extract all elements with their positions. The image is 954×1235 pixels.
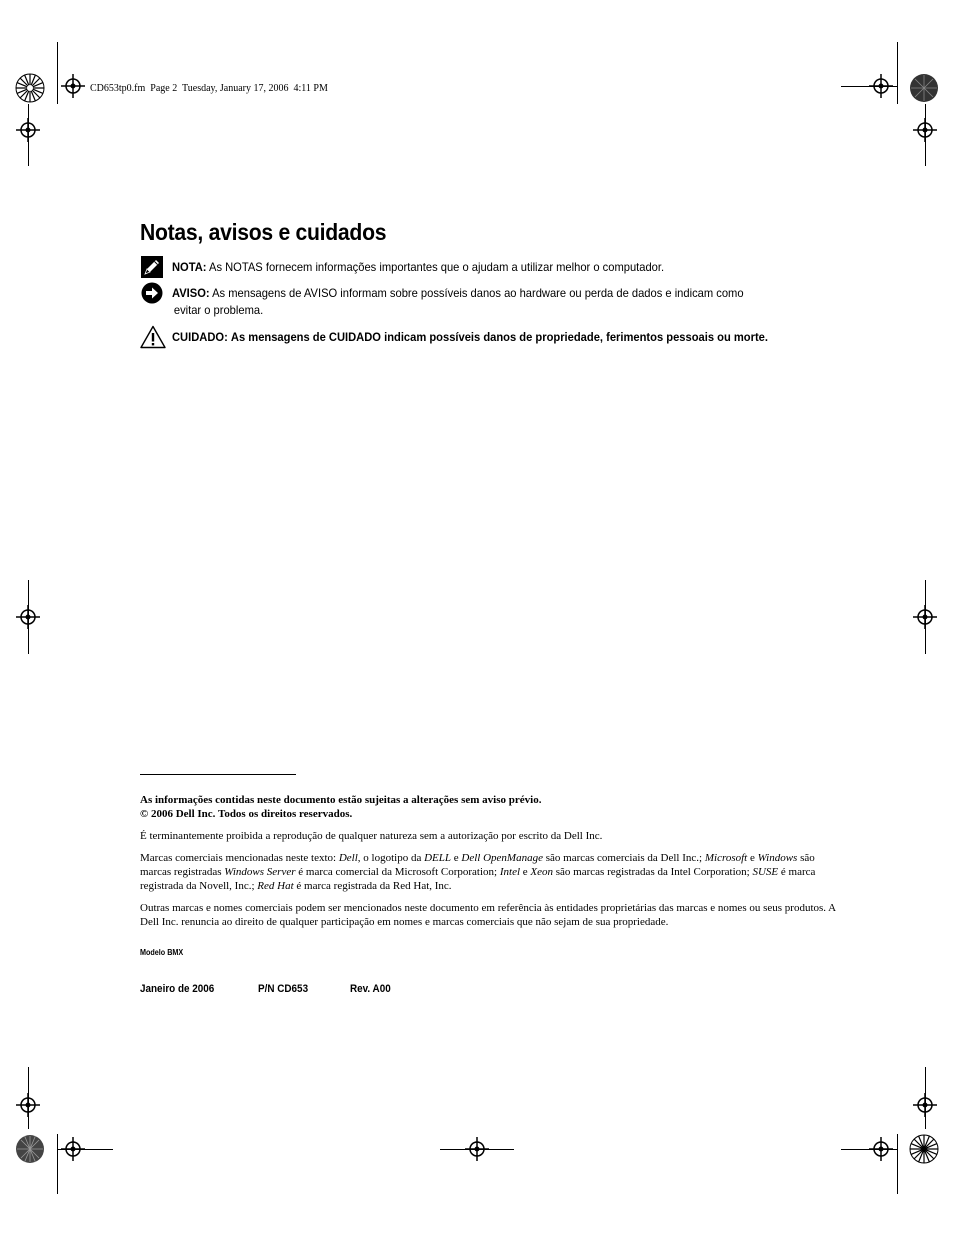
reproduction-notice: É terminantemente proibida a reprodução de qualquer natureza sem a autorização por escrito da Dell Inc. — [140, 830, 603, 842]
color-bar-starburst-icon — [15, 73, 45, 103]
file-slug: CD653tp0.fm Page 2 Tuesday, January 17, 2006 4:11 PM — [90, 83, 328, 94]
crop-line — [28, 104, 29, 166]
crop-line — [897, 1134, 898, 1194]
note-label: CUIDADO: — [172, 330, 228, 344]
note-nota — [172, 259, 823, 276]
crop-line — [57, 42, 58, 104]
note-body: As mensagens de CUIDADO indicam possíveis danos de propriedade, ferimentos pessoais ou morte. — [230, 330, 768, 344]
crop-line — [57, 1149, 113, 1150]
other-marks-notice: Outras marcas e nomes comerciais podem ser mencionados neste documento em referência às entidades proprietárias das marcas e nomes ou seus produtos. A Dell Inc. renuncia ao direito de qualquer participação em nomes e marcas comerciais que não sejam de sua propriedade. — [140, 902, 836, 928]
registration-mark-icon — [61, 74, 85, 98]
warning-triangle-icon — [140, 325, 166, 349]
arrow-circle-icon — [141, 282, 163, 304]
trademark-notice: Marcas comerciais mencionadas neste texto: Dell, o logotipo da DELL e Dell OpenManage são marcas comerciais da Dell Inc.; Microsoft e Windows são marcas registradas Windows Server é marca comercial da Microsoft Corporation; Intel e Xeon são marcas registradas da Intel Corporation; SUSE é marca registrada da Novell, Inc.; Red Hat é marca registrada da Red Hat, Inc. — [140, 852, 816, 892]
part-number: P/N CD653 — [258, 983, 309, 995]
crop-line — [925, 104, 926, 166]
crop-line — [925, 580, 926, 654]
revision: Rev. A00 — [350, 983, 391, 995]
crop-line — [57, 1134, 58, 1194]
copyright-line: © 2006 Dell Inc. Todos os direitos reservados. — [140, 808, 353, 820]
publication-date: Janeiro de 2006 — [140, 983, 215, 995]
page-title: Notas, avisos e cuidados — [140, 219, 387, 245]
crop-line — [440, 1149, 514, 1150]
crop-line — [925, 1067, 926, 1129]
note-body-continued: evitar o problema. — [173, 303, 264, 317]
crop-line — [897, 42, 898, 104]
note-label: AVISO: — [172, 286, 210, 300]
footnote-rule — [140, 774, 296, 775]
crop-line — [841, 1149, 897, 1150]
pencil-icon — [141, 256, 163, 278]
color-bar-starburst-icon — [909, 73, 939, 103]
change-notice — [140, 793, 844, 821]
color-bar-starburst-icon — [909, 1134, 939, 1164]
crop-line — [28, 580, 29, 654]
note-cuidado — [172, 329, 823, 346]
note-label: NOTA: — [172, 260, 207, 274]
model-number: Modelo BMX — [140, 948, 184, 957]
note-aviso — [172, 285, 823, 319]
note-body: As mensagens de AVISO informam sobre possíveis danos ao hardware ou perda de dados e indicam como — [212, 286, 744, 300]
color-bar-starburst-icon — [15, 1134, 45, 1164]
crop-line — [841, 86, 897, 87]
change-notice-line: As informações contidas neste documento estão sujeitas a alterações sem aviso prévio. — [140, 794, 542, 806]
note-body: As NOTAS fornecem informações importantes que o ajudam a utilizar melhor o computador. — [208, 260, 665, 274]
crop-line — [28, 1067, 29, 1129]
